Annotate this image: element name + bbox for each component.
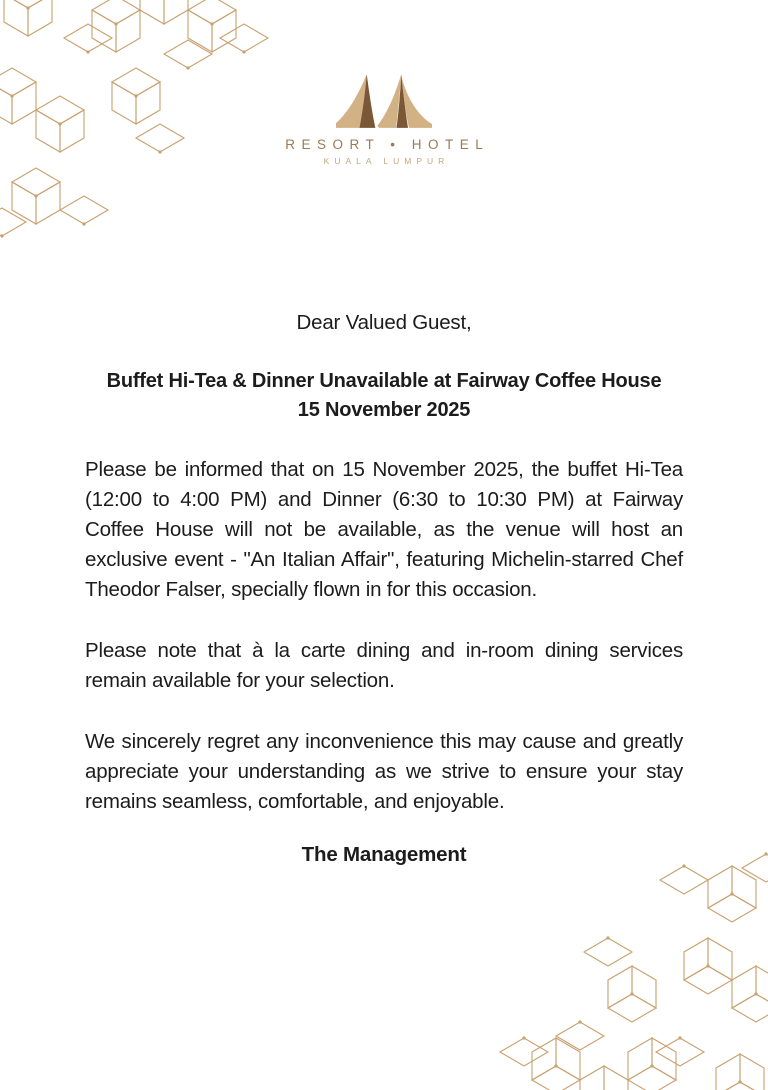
paragraph-dining-alternatives: Please note that à la carte dining and in-room dining services remain available for your selection. [85, 639, 683, 692]
notice-title-line1: Buffet Hi-Tea & Dinner Unavailable at Fairway Coffee House [106, 370, 662, 392]
brand-name: RESORT • HOTEL [285, 137, 490, 152]
hotel-logo [0, 74, 768, 166]
notice-letter [85, 308, 683, 867]
paragraph-event-notice: Please be informed that on 15 November 2025, the buffet Hi-Tea (12:00 to 4:00 PM) and Dinner (6:30 to 10:30 PM) at Fairway Coffee House will not be available, as the venue will host an exclusive event - "An Italian Affair", featuring Michelin-starred Chef Theodor Falser, specially flown in for this occasion. [85, 458, 683, 601]
signature: The Management [301, 843, 467, 866]
logo-m-monogram-icon [336, 74, 432, 128]
brand-location: KUALA LUMPUR [323, 156, 450, 166]
paragraph-apology: We sincerely regret any inconvenience this may cause and greatly appreciate your understanding as we strive to ensure your stay remains seamless, comfortable, and enjoyable. [85, 730, 683, 813]
notice-title [85, 367, 683, 425]
notice-title-date: 15 November 2025 [297, 399, 471, 421]
salutation: Dear Valued Guest, [296, 311, 472, 334]
